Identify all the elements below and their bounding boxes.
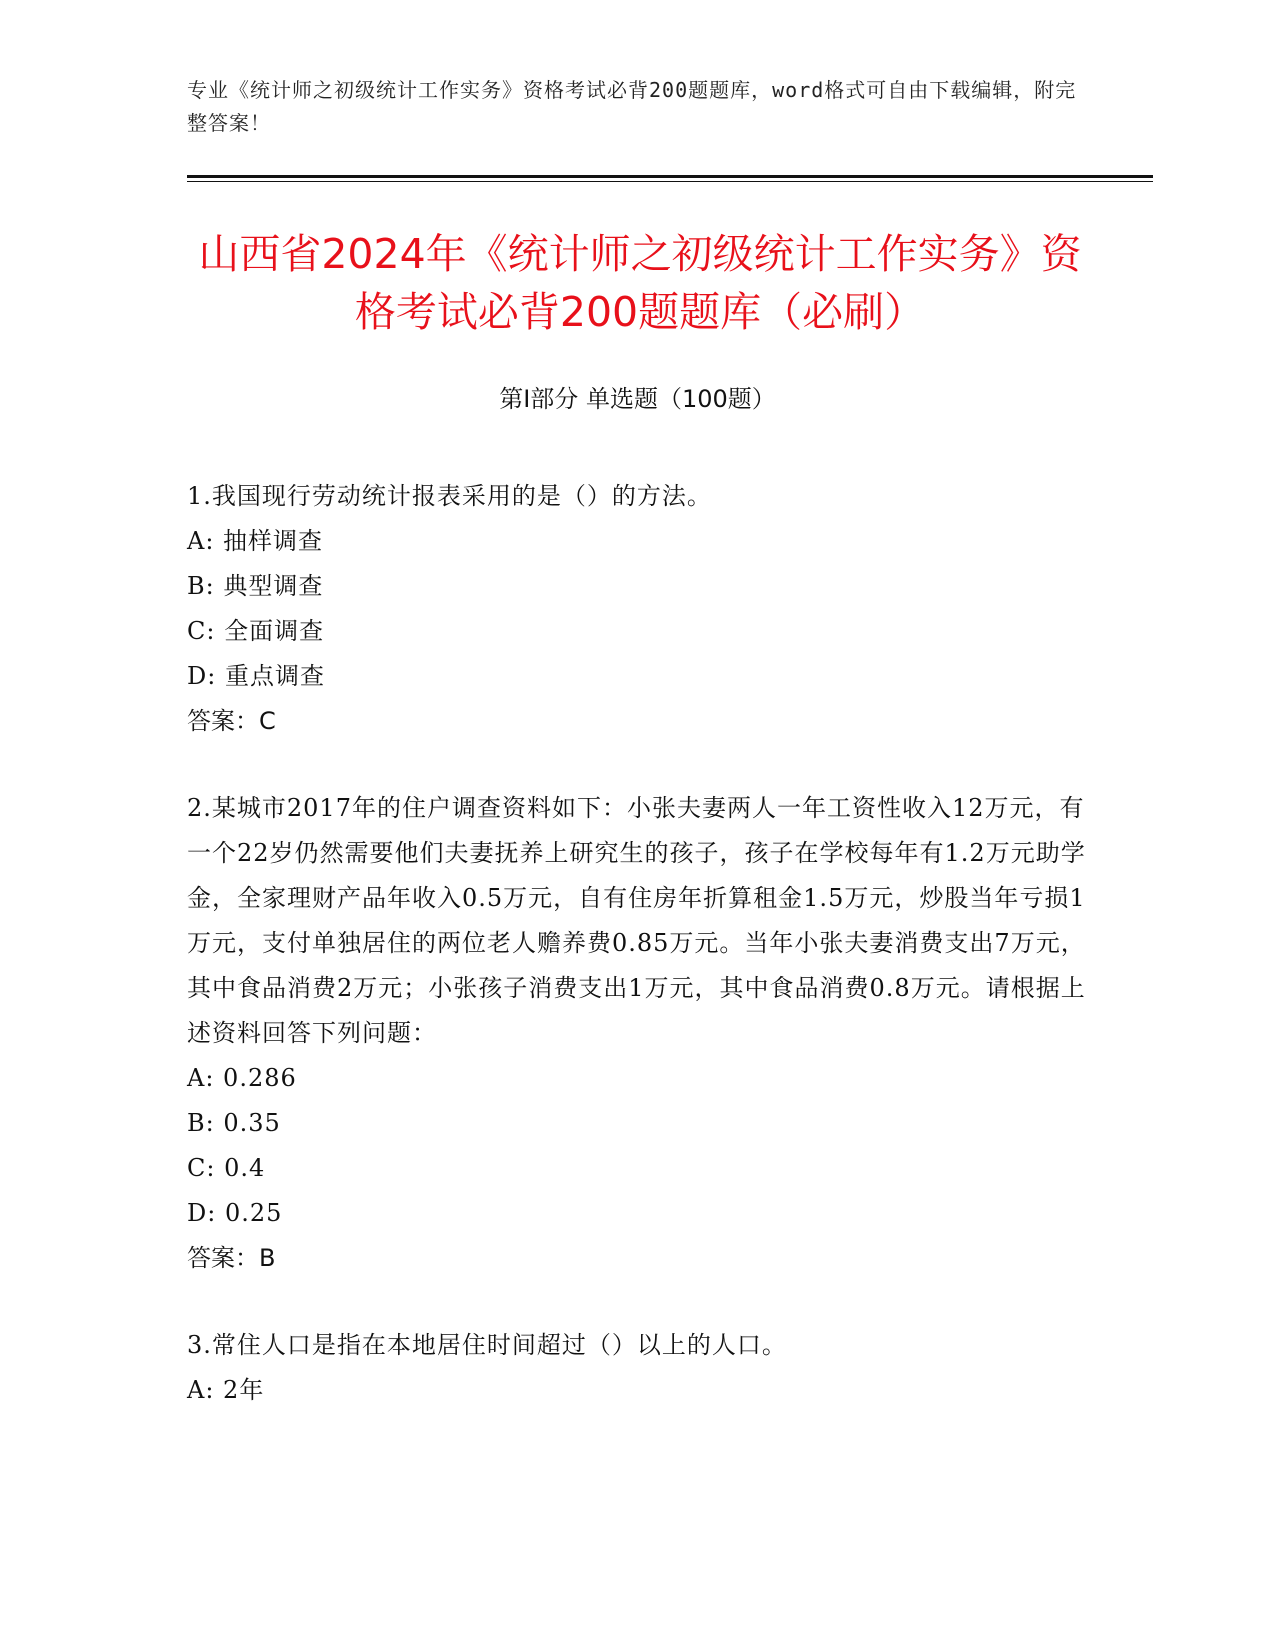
section-heading: 第Ⅰ部分 单选题（100题） bbox=[499, 385, 776, 413]
option-a: A: 2年 bbox=[187, 1376, 265, 1404]
header-note: 专业《统计师之初级统计工作实务》资格考试必背200题题库，word格式可自由下载编辑，附完整答案！ bbox=[187, 78, 1077, 135]
question-stem: 1.我国现行劳动统计报表采用的是（）的方法。 bbox=[187, 482, 712, 510]
question-stem: 3.常住人口是指在本地居住时间超过（）以上的人口。 bbox=[187, 1331, 787, 1359]
question-1 bbox=[187, 474, 1087, 744]
question-3 bbox=[187, 1323, 1087, 1413]
option-a: A: 0.286 bbox=[187, 1064, 297, 1092]
option-c: C: 0.4 bbox=[187, 1154, 266, 1182]
question-list bbox=[187, 474, 1087, 1455]
document-title: 山西省2024年《统计师之初级统计工作实务》资格考试必背200题题库（必刷） bbox=[198, 230, 1082, 336]
option-b: B: 典型调查 bbox=[187, 572, 324, 600]
option-d: D: 重点调查 bbox=[187, 662, 325, 690]
question-2 bbox=[187, 786, 1087, 1281]
header-divider-thick bbox=[187, 175, 1153, 178]
question-stem: 2.某城市2017年的住户调查资料如下：小张夫妻两人一年工资性收入12万元，有一个22岁仍然需要他们夫妻抚养上研究生的孩子，孩子在学校每年有1.2万元助学金，全家理财产品年收入0.5万元，自有住房年折算租金1.5万元，炒股当年亏损1万元，支付单独居住的两位老人赡养费0.85万元。当年小张夫妻消费支出7万元，其中食品消费2万元；小张孩子消费支出1万元，其中食品消费0.8万元。请根据上述资料回答下列问题： bbox=[187, 794, 1086, 1047]
answer: 答案：B bbox=[187, 1244, 276, 1272]
option-c: C: 全面调查 bbox=[187, 617, 325, 645]
option-b: B: 0.35 bbox=[187, 1109, 281, 1137]
header-divider-thin bbox=[187, 181, 1153, 182]
answer: 答案：C bbox=[187, 707, 276, 735]
option-d: D: 0.25 bbox=[187, 1199, 283, 1227]
option-a: A: 抽样调查 bbox=[187, 527, 324, 555]
